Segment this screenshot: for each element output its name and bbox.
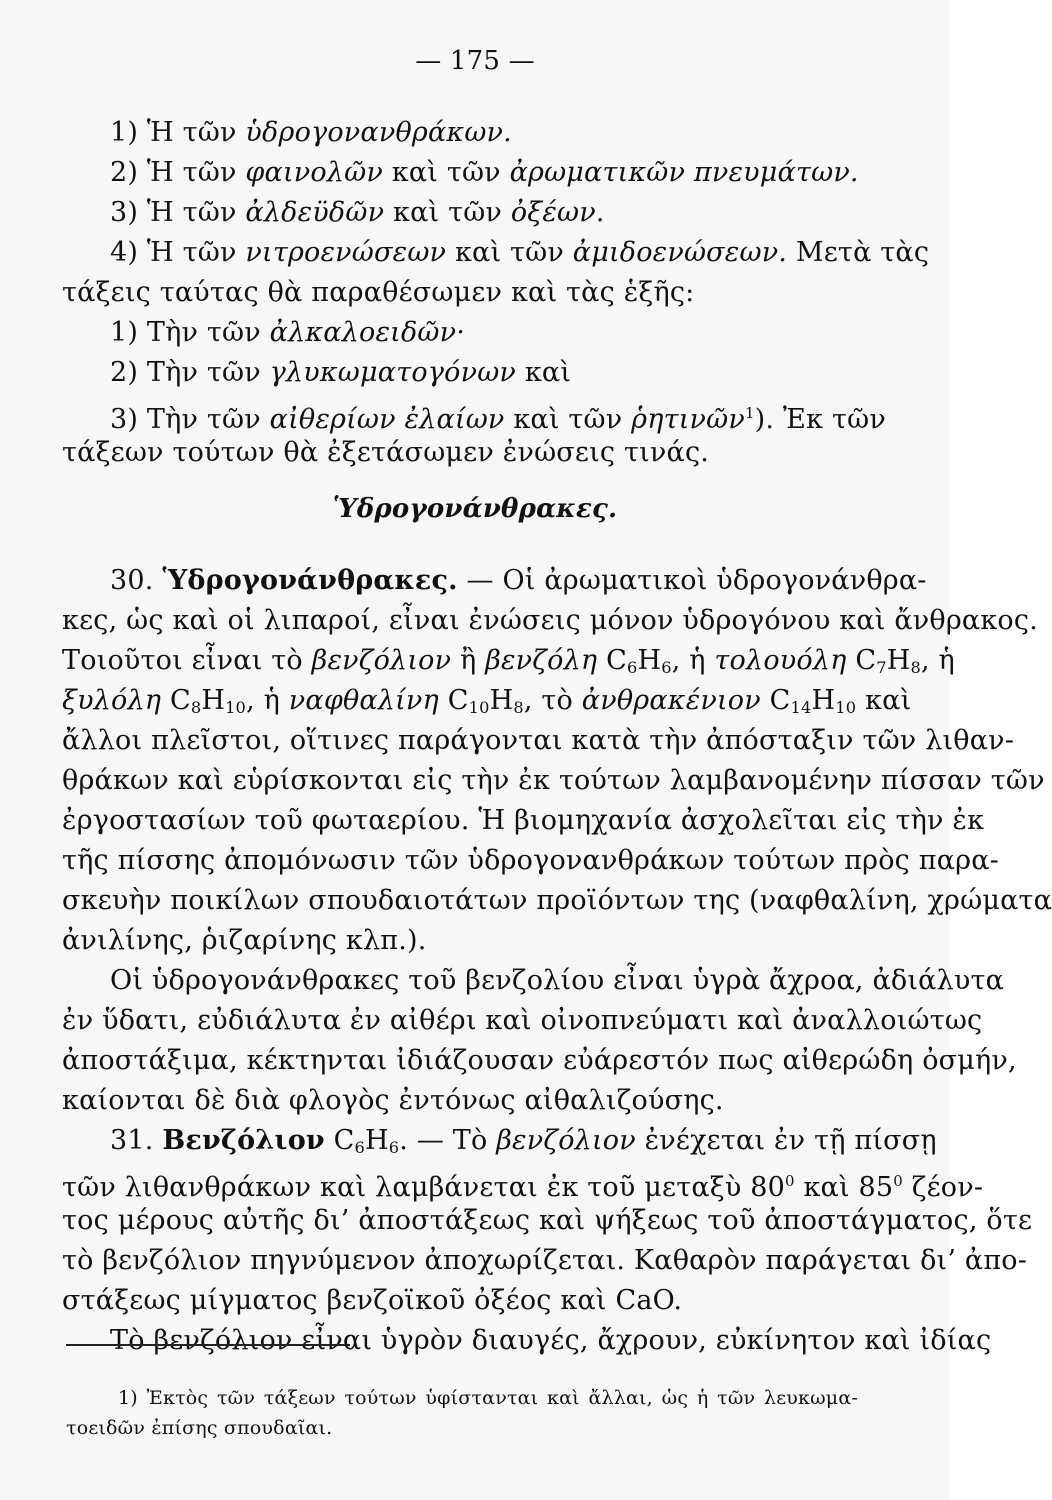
paragraph-start: Οἱ ὑδρογονάνθρακες τοῦ βενζολίου εἶναι ὑγρὰ ἄχροα, ἀδιάλυτα	[110, 965, 1005, 996]
footnote-line: 1) Ἐκτὸς τῶν τάξεων τούτων ὑφίστανται καὶ ἄλλαι, ὡς ἡ τῶν λευκωμα-	[118, 1387, 858, 1409]
text-line: τῆς πίσσης ἀπομόνωσιν τῶν ὑδρογονανθράκων τούτων πρὸς παρα-	[62, 845, 999, 876]
footnote-line: τοειδῶν ἐπίσης σπουδαῖαι.	[66, 1417, 333, 1439]
paragraph-start: Τὸ βενζόλιον εἶναι ὑγρὸν διαυγές, ἄχρουν, εὐκίνητον καὶ ἰδίας	[110, 1325, 992, 1356]
formula-line: Τοιοῦτοι εἶναι τὸ βενζόλιον ἢ βενζόλη $C_6H_6$, ἡ τολουόλη $C_7H_8$, ἡ	[62, 645, 955, 678]
section-30-start: 30. Ὑδρογονάνθρακες. — Οἱ ἀρωματικοὶ ὑδρογονάνθρα-	[110, 565, 927, 596]
text-line: ἄλλοι πλεῖστοι, οἵτινες παράγονται κατὰ τὴν ἀπόσταξιν τῶν λιθαν-	[62, 725, 1015, 756]
text-line: τος μέρους αὐτῆς δι’ ἀποστάξεως καὶ ψήξεως τοῦ ἀποστάγματος, ὅτε	[62, 1205, 1033, 1236]
text-line: στάξεως μίγματος βενζοϊκοῦ ὀξέος καὶ CaO.	[62, 1285, 683, 1316]
list-item-glycosides: 2) Τὴν τῶν γλυκωματογόνων καὶ	[110, 357, 572, 388]
text-line: θράκων καὶ εὑρίσκονται εἰς τὴν ἐκ τούτων λαμβανομένην πίσσαν τῶν	[62, 765, 1045, 796]
text-line: τάξεων τούτων θὰ ἐξετάσωμεν ἐνώσεις τινάς.	[62, 437, 710, 468]
text-line: τάξεις ταύτας θὰ παραθέσωμεν καὶ τὰς ἑξῆς:	[62, 277, 695, 308]
text-line: ἐργοστασίων τοῦ φωταερίου. Ἡ βιομηχανία ἀσχολεῖται εἰς τὴν ἐκ	[62, 805, 985, 836]
list-item-essential-oils: 3) Τὴν τῶν αἰθερίων ἐλαίων καὶ τῶν ῥητινῶν$^1$). Ἐκ τῶν	[110, 404, 886, 435]
section-heading: Ὑδρογονάνθρακες.	[332, 494, 618, 524]
list-item-aldehydes: 3) Ἡ τῶν ἀλδεϋδῶν καὶ τῶν ὀξέων.	[110, 197, 605, 228]
text-line: τὸ βενζόλιον πηγνύμενον ἀποχωρίζεται. Καθαρὸν παράγεται δι’ ἀπο-	[62, 1245, 1028, 1276]
temperature-line: τῶν λιθανθράκων καὶ λαμβάνεται ἐκ τοῦ μεταξὺ $80^0$ καὶ $85^0$ ζέον-	[62, 1172, 984, 1203]
text-line: σκευὴν ποικίλων σπουδαιοτάτων προϊόντων της (ναφθαλίνη, χρώματα	[62, 885, 1052, 916]
list-item-alkaloids: 1) Τὴν τῶν ἀλκαλοειδῶν·	[110, 317, 466, 348]
section-31-start: 31. Βενζόλιον $C_6H_6$. — Τὸ βενζόλιον ἐνέχεται ἐν τῇ πίσσῃ	[110, 1125, 937, 1158]
list-item-hydrocarbons: 1) Ἡ τῶν ὑδρογονανθράκων.	[110, 117, 512, 148]
text-line: ἐν ὕδατι, εὐδιάλυτα ἐν αἰθέρι καὶ οἰνοπνεύματι καὶ ἀναλλοιώτως	[62, 1005, 983, 1036]
text-line: ἀνιλίνης, ῥιζαρίνης κλπ.).	[62, 925, 427, 956]
list-item-nitro: 4) Ἡ τῶν νιτροενώσεων καὶ τῶν ἀμιδοενώσεων. Μετὰ τὰς	[110, 237, 930, 268]
text-line: κες, ὡς καὶ οἱ λιπαροί, εἶναι ἐνώσεις μόνον ὑδρογόνου καὶ ἄνθρακος.	[62, 605, 1038, 636]
text-line: ἀποστάξιμα, κέκτηνται ἰδιάζουσαν εὐάρεστόν πως αἰθερώδη ὀσμήν,	[62, 1045, 1017, 1076]
page-number: — 175 —	[415, 46, 535, 76]
formula-line: ξυλόλη $C_8H_{10}$, ἡ ναφθαλίνη $C_{10}H_8$, τὸ ἀνθρακένιον $C_{14}H_{10}$ καὶ	[62, 685, 912, 718]
list-item-phenols: 2) Ἡ τῶν φαινολῶν καὶ τῶν ἀρωματικῶν πνευμάτων.	[110, 157, 859, 188]
text-line: καίονται δὲ διὰ φλογὸς ἐντόνως αἰθαλιζούσης.	[62, 1085, 724, 1116]
footnote-marker: 1	[744, 404, 755, 422]
footnote-divider	[66, 1344, 350, 1346]
